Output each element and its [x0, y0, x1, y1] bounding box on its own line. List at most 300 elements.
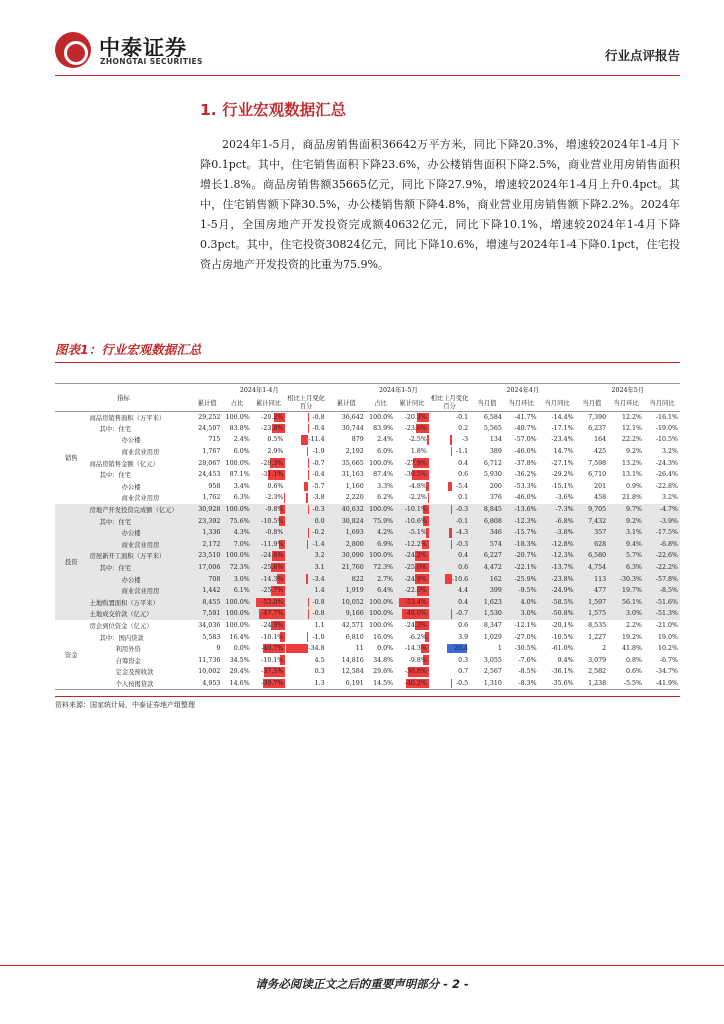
table-cell: [252, 643, 286, 655]
cell-value: 346: [489, 529, 502, 537]
table-cell: [395, 481, 429, 493]
header-column: 累计同比: [399, 400, 425, 407]
cell-value: -5.4: [456, 482, 469, 490]
cell-value: 357: [594, 529, 607, 537]
table-cell: [327, 527, 366, 539]
cell-value: 12,584: [341, 668, 364, 676]
cell-value: -12.1%: [514, 621, 537, 629]
cell-value: 0.5%: [267, 436, 284, 444]
cell-value: -3.8%: [555, 529, 574, 537]
cell-value: 6.9%: [377, 540, 394, 548]
cell-value: -8.5%: [518, 668, 537, 676]
table-cell: [470, 446, 504, 458]
cell-value: -20.2%: [261, 413, 284, 421]
cell-value: -10.5%: [551, 633, 574, 641]
cell-value: 72.3%: [229, 564, 250, 572]
cell-value: 0.3: [314, 668, 325, 676]
table-row: [55, 469, 680, 481]
table-cell: [222, 631, 251, 643]
cell-value: 2.4%: [377, 436, 394, 444]
cell-value: 100.0%: [225, 552, 250, 560]
cell-value: 2.2%: [626, 621, 643, 629]
table-cell: [192, 678, 222, 690]
table-cell: [192, 527, 222, 539]
table-cell: [395, 573, 429, 585]
table-cell: [429, 411, 470, 423]
table-cell: [504, 504, 539, 516]
table-cell: [576, 597, 609, 609]
table-cell: [576, 620, 609, 632]
row-label: 商业营业用房: [88, 539, 192, 551]
table-cell: [192, 643, 222, 655]
cell-value: -3.8: [312, 494, 325, 502]
cell-value: 6,584: [483, 413, 502, 421]
cell-value: 9.7%: [626, 506, 643, 514]
table-cell: [576, 550, 609, 562]
table-cell: [470, 515, 504, 527]
table-cell: [576, 457, 609, 469]
cell-value: 2.9%: [267, 448, 284, 456]
table-cell: [608, 666, 644, 678]
table-cell: [470, 608, 504, 620]
row-label: 办公楼: [121, 437, 141, 445]
cell-value: 134: [489, 436, 502, 444]
table-cell: [539, 631, 576, 643]
cell-value: 1,575: [588, 610, 607, 618]
table-cell: [366, 457, 395, 469]
table-cell: [327, 411, 366, 423]
cell-value: 6.0%: [377, 448, 394, 456]
cell-value: -9.8%: [265, 506, 284, 514]
cell-value: -27.9%: [404, 459, 427, 467]
cell-value: -0.4: [312, 424, 325, 432]
table-cell: [395, 608, 429, 620]
table-cell: [327, 423, 366, 435]
cell-value: 0.4: [458, 459, 469, 467]
cell-value: -40.7%: [514, 424, 537, 432]
cell-value: 3.0%: [233, 575, 250, 583]
table-cell: [222, 481, 251, 493]
cell-value: 6.3%: [233, 494, 250, 502]
table-cell: [644, 411, 680, 423]
cell-value: 8,455: [202, 598, 221, 606]
table-cell: [366, 411, 395, 423]
table-cell: [222, 411, 251, 423]
row-label: 定金及预收款: [115, 669, 154, 677]
table-cell: [429, 469, 470, 481]
table-cell: [395, 492, 429, 504]
row-label: 办公楼: [88, 573, 192, 585]
table-cell: [366, 527, 395, 539]
table-cell: [395, 654, 429, 666]
cell-value: 40,632: [341, 506, 364, 514]
cell-value: -15.1%: [551, 482, 574, 490]
cell-value: 83.9%: [373, 424, 394, 432]
table-cell: [327, 446, 366, 458]
table-cell: [192, 423, 222, 435]
cell-value: 2.7%: [377, 575, 394, 583]
cell-value: -17.5%: [655, 529, 678, 537]
cell-value: 75.9%: [373, 517, 394, 525]
table-cell: [192, 411, 222, 423]
value-bar: [445, 574, 452, 584]
table-row: [55, 631, 680, 643]
header-column: 当月值: [477, 400, 497, 407]
table-cell: [395, 515, 429, 527]
value-bar: [304, 482, 308, 492]
cell-value: 0.2: [458, 424, 469, 432]
body-paragraph: 2024年1-5月，商品房销售面积36642万平方米，同比下降20.3%，增速较2024年1-4月下降0.1pct。其中，住宅销售面积下降23.6%，办公楼销售面积下降2.5%，商业营业用房销售面积增长1.8%。商品房销售额35665亿元，同比下降27.9%，增速较2024年1-4月上升0.4pct。其中，住宅销售额下降30.5%，办公楼销售额下降4.8%，商业营业用房销售额下降2.2%。2024年1-5月，全国房地产开发投资完成额40632亿元，同比下降10.1%，增速较2024年1-4月下降0.3pct。其中，住宅投资30824亿元，同比下降10.6%，增速与2024年1-4下降0.1pct，住宅投资占房地产开发投资的比重为75.9%。: [200, 138, 680, 271]
table-cell: [327, 492, 366, 504]
cell-value: -14.3%: [261, 575, 284, 583]
cell-value: -0.7: [312, 459, 325, 467]
cell-value: 458: [594, 494, 607, 502]
table-cell: [285, 631, 326, 643]
cell-value: 628: [594, 540, 607, 548]
table-cell: [192, 434, 222, 446]
cell-value: 10.2%: [657, 645, 678, 653]
table-cell: [504, 539, 539, 551]
cell-value: -31.1%: [261, 471, 284, 479]
cell-value: 10,002: [198, 668, 221, 676]
cell-value: 3.1: [314, 564, 325, 572]
table-cell: [429, 585, 470, 597]
table-cell: [470, 527, 504, 539]
table-cell: [222, 643, 251, 655]
cell-value: 574: [489, 540, 502, 548]
table-cell: [504, 434, 539, 446]
table-cell: [644, 539, 680, 551]
table-cell: [504, 446, 539, 458]
cell-value: 0.7: [458, 668, 469, 676]
cell-value: 10,052: [341, 598, 364, 606]
table-row: [55, 562, 680, 574]
table-cell: [644, 434, 680, 446]
cell-value: 9.2%: [626, 517, 643, 525]
cell-value: 1,623: [483, 598, 502, 606]
cell-value: -36.1%: [551, 668, 574, 676]
table-cell: [366, 562, 395, 574]
cell-value: -34.8: [308, 645, 325, 653]
table-cell: [429, 504, 470, 516]
table-cell: [644, 585, 680, 597]
table-cell: [644, 527, 680, 539]
table-cell: [327, 666, 366, 678]
table-cell: [470, 597, 504, 609]
header-column: 占比: [230, 400, 244, 407]
table-cell: [608, 411, 644, 423]
table-cell: [504, 573, 539, 585]
table-cell: [285, 597, 326, 609]
table-cell: [470, 469, 504, 481]
cell-value: 19.2%: [622, 633, 643, 641]
table-cell: [192, 585, 222, 597]
table-cell: [327, 573, 366, 585]
cell-value: 24,507: [198, 424, 221, 432]
table-cell: [327, 597, 366, 609]
cell-value: 0.0: [314, 517, 325, 525]
table-cell: [285, 678, 326, 690]
table-cell: [395, 562, 429, 574]
table-cell: [576, 469, 609, 481]
cell-value: 0.6%: [267, 482, 284, 490]
row-label: 其中：国内贷款: [99, 634, 144, 642]
table-cell: [222, 434, 251, 446]
table-cell: [576, 643, 609, 655]
table-cell: [395, 423, 429, 435]
cell-value: 879: [351, 436, 364, 444]
cell-value: -0.8: [312, 413, 325, 421]
table-cell: [222, 585, 251, 597]
table-cell: [327, 585, 366, 597]
cell-value: 100.0%: [225, 610, 250, 618]
cell-value: 100.0%: [225, 459, 250, 467]
table-cell: [539, 678, 576, 690]
table-cell: [252, 654, 286, 666]
cell-value: 6,191: [345, 679, 364, 687]
cell-value: 2: [602, 645, 607, 653]
table-cell: [608, 469, 644, 481]
cell-value: 16.4%: [229, 633, 250, 641]
cell-value: 1: [497, 645, 502, 653]
table-cell: [539, 504, 576, 516]
cell-value: 1,160: [345, 482, 364, 490]
table-cell: [576, 492, 609, 504]
table-cell: [252, 411, 286, 423]
table-cell: [608, 434, 644, 446]
table-cell: [285, 620, 326, 632]
table-cell: [470, 573, 504, 585]
table-cell: [429, 666, 470, 678]
cell-value: -53.4%: [404, 598, 427, 606]
table-cell: [366, 573, 395, 585]
cell-value: 6,227: [483, 552, 502, 560]
table-cell: [470, 492, 504, 504]
cell-value: -10.5%: [261, 517, 284, 525]
table-cell: [252, 678, 286, 690]
cell-value: -25.0%: [404, 564, 427, 572]
table-cell: [470, 654, 504, 666]
cell-value: 6,810: [345, 633, 364, 641]
cell-value: -22.6%: [655, 552, 678, 560]
table-cell: [285, 446, 326, 458]
cell-value: -57.0%: [514, 436, 537, 444]
table-cell: [504, 608, 539, 620]
table-cell: [429, 527, 470, 539]
cell-value: -40.2%: [404, 679, 427, 687]
cell-value: 3,055: [483, 656, 502, 664]
header-group: 2024年1-4月: [239, 386, 279, 394]
cell-value: 2,800: [345, 540, 364, 548]
cell-value: 1,310: [483, 679, 502, 687]
table-cell: [429, 492, 470, 504]
table-cell: [576, 678, 609, 690]
table-cell: [470, 585, 504, 597]
row-label: 商业营业用房: [121, 495, 160, 503]
cell-value: 14,816: [341, 656, 364, 664]
macro-data-table: [55, 383, 680, 690]
table-row: [55, 504, 680, 516]
cell-value: -23.8%: [261, 424, 284, 432]
cell-value: 35,665: [341, 459, 364, 467]
table-cell: [504, 481, 539, 493]
cell-value: 4.2%: [377, 529, 394, 537]
cell-value: -3.9%: [659, 517, 678, 525]
table-cell: [222, 678, 251, 690]
table-cell: [470, 411, 504, 423]
cell-value: -9.8%: [408, 656, 427, 664]
table-cell: [576, 446, 609, 458]
table-cell: [608, 620, 644, 632]
table-cell: [252, 469, 286, 481]
table-cell: [539, 562, 576, 574]
table-cell: [285, 504, 326, 516]
table-cell: [285, 434, 326, 446]
table-cell: [429, 631, 470, 643]
cell-value: 24,453: [198, 471, 221, 479]
table-row: [55, 654, 680, 666]
table-cell: [504, 585, 539, 597]
cell-value: 4.3%: [233, 529, 250, 537]
cell-value: -21.0%: [655, 621, 678, 629]
table-cell: [576, 515, 609, 527]
table-cell: [470, 423, 504, 435]
cell-value: -0.7: [456, 610, 469, 618]
table-cell: [429, 446, 470, 458]
cell-value: 3,079: [588, 656, 607, 664]
table-cell: [285, 457, 326, 469]
table-cell: [395, 411, 429, 423]
table-cell: [192, 504, 222, 516]
cell-value: -35.6%: [551, 679, 574, 687]
table-cell: [192, 562, 222, 574]
table-cell: [327, 550, 366, 562]
cell-value: 13.1%: [622, 471, 643, 479]
table-cell: [366, 620, 395, 632]
cell-value: -4.8%: [408, 482, 427, 490]
table-cell: [539, 550, 576, 562]
table-cell: [470, 678, 504, 690]
table-cell: [608, 597, 644, 609]
table-cell: [285, 585, 326, 597]
row-label: 房屋新开工面积（万平米）: [88, 550, 192, 562]
table-cell: [644, 469, 680, 481]
table-cell: [539, 573, 576, 585]
page-footer: 请务必阅读正文之后的重要声明部分 - 2 -: [0, 965, 724, 992]
cell-value: 0.8%: [626, 656, 643, 664]
cell-value: -24.9%: [551, 587, 574, 595]
table-cell: [192, 654, 222, 666]
cell-value: -7.6%: [518, 656, 537, 664]
cell-value: -5.1%: [408, 529, 427, 537]
cell-value: -6.8%: [659, 540, 678, 548]
header-column: 相比上月变化百分: [430, 394, 469, 410]
cell-value: 3.4%: [233, 482, 250, 490]
cell-value: -0.8: [312, 610, 325, 618]
cell-value: -0.2: [312, 529, 325, 537]
table-cell: [222, 620, 251, 632]
table-cell: [222, 597, 251, 609]
cell-value: 1,442: [202, 587, 221, 595]
cell-value: 30,824: [341, 517, 364, 525]
cell-value: -13.6%: [514, 506, 537, 514]
cell-value: 4,472: [483, 564, 502, 572]
table-cell: [395, 527, 429, 539]
cell-value: 4,754: [588, 564, 607, 572]
cell-value: -2.3%: [265, 494, 284, 502]
cell-value: 87.1%: [229, 471, 250, 479]
table-cell: [222, 446, 251, 458]
table-cell: [429, 539, 470, 551]
cell-value: 6,712: [483, 459, 502, 467]
cell-value: 30,090: [341, 552, 364, 560]
value-bar: [451, 447, 452, 457]
cell-value: -37.5%: [261, 668, 284, 676]
row-label: 其中：住宅: [88, 515, 192, 527]
cell-value: -0.8%: [265, 529, 284, 537]
table-cell: [192, 457, 222, 469]
table-cell: [429, 597, 470, 609]
cell-value: -1.9: [312, 448, 325, 456]
cell-value: -10.1%: [404, 506, 427, 514]
table-cell: [285, 562, 326, 574]
table-cell: [327, 654, 366, 666]
cell-value: 1,762: [202, 494, 221, 502]
table-cell: [576, 434, 609, 446]
table-cell: [470, 539, 504, 551]
cell-value: 376: [489, 494, 502, 502]
cell-value: 9.4%: [626, 540, 643, 548]
table-cell: [539, 666, 576, 678]
cell-value: 708: [208, 575, 221, 583]
cell-value: 5.7%: [626, 552, 643, 560]
cell-value: -30.3%: [619, 575, 643, 583]
table-cell: [395, 585, 429, 597]
cell-value: 4.4: [458, 587, 469, 595]
table-cell: [222, 608, 251, 620]
cell-value: -6.7%: [659, 656, 678, 664]
cell-value: -27.1%: [551, 459, 574, 467]
cell-value: -0.3: [456, 540, 469, 548]
table-cell: [327, 678, 366, 690]
table-row: [55, 539, 680, 551]
table-cell: [252, 481, 286, 493]
cell-value: 0.6: [458, 564, 469, 572]
table-row: [55, 678, 680, 690]
cell-value: 3.0%: [520, 610, 537, 618]
table-cell: [470, 631, 504, 643]
table-cell: [504, 550, 539, 562]
table-cell: [644, 597, 680, 609]
table-cell: [327, 504, 366, 516]
page-header: [55, 30, 680, 76]
table-cell: [504, 423, 539, 435]
cell-value: 2,567: [483, 668, 502, 676]
table-cell: [192, 446, 222, 458]
cell-value: -3.4: [312, 575, 325, 583]
cell-value: 5,565: [483, 424, 502, 432]
table-cell: [366, 654, 395, 666]
cell-value: 100.0%: [369, 413, 394, 421]
table-cell: [285, 573, 326, 585]
cell-value: 477: [594, 587, 607, 595]
cell-value: 83.8%: [229, 424, 250, 432]
table-cell: [539, 492, 576, 504]
table-cell: [252, 597, 286, 609]
table-cell: [608, 550, 644, 562]
table-cell: [504, 492, 539, 504]
cell-value: 11: [355, 645, 364, 653]
